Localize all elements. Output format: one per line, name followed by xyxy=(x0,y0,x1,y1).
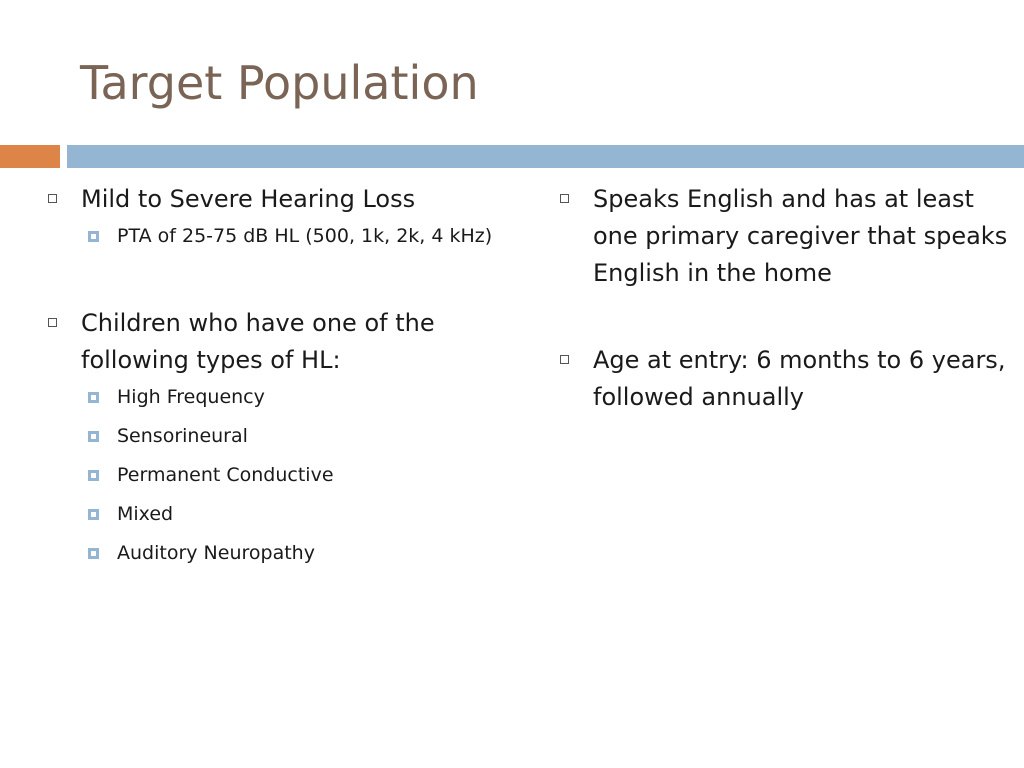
bullet-item xyxy=(556,342,1016,416)
title-accent-bar-blue xyxy=(67,145,1024,168)
sub-bullet-item xyxy=(44,221,514,252)
sub-bullet-text: Sensorineural xyxy=(117,425,248,447)
sub-bullet-list xyxy=(44,221,514,252)
bullet-text: Age at entry: 6 months to 6 years, followed annually xyxy=(593,346,1006,411)
bullet-text: Children who have one of the following types of HL: xyxy=(81,309,435,374)
bullet-item xyxy=(44,305,514,379)
blue-square-bullet-icon xyxy=(88,431,99,442)
bullet-item xyxy=(556,181,1016,292)
blue-square-bullet-icon xyxy=(88,509,99,520)
sub-bullet-item xyxy=(44,421,514,452)
bullet-text: Mild to Severe Hearing Loss xyxy=(81,185,416,213)
sub-bullet-text: Auditory Neuropathy xyxy=(117,542,315,564)
blue-square-bullet-icon xyxy=(88,548,99,559)
hollow-square-bullet-icon xyxy=(560,194,569,203)
blue-square-bullet-icon xyxy=(88,231,99,242)
sub-bullet-text: Permanent Conductive xyxy=(117,464,334,486)
slide-title: Target Population xyxy=(80,56,479,110)
hollow-square-bullet-icon xyxy=(48,194,57,203)
sub-bullet-text: PTA of 25-75 dB HL (500, 1k, 2k, 4 kHz) xyxy=(117,225,493,247)
sub-bullet-item xyxy=(44,538,514,569)
blue-square-bullet-icon xyxy=(88,392,99,403)
title-accent-bar-orange xyxy=(0,145,60,168)
sub-bullet-list xyxy=(44,382,514,569)
sub-bullet-item xyxy=(44,382,514,413)
bullet-item xyxy=(44,181,514,218)
sub-bullet-text: High Frequency xyxy=(117,386,265,408)
right-column xyxy=(556,181,1016,416)
hollow-square-bullet-icon xyxy=(48,318,57,327)
sub-bullet-text: Mixed xyxy=(117,503,174,525)
blue-square-bullet-icon xyxy=(88,470,99,481)
sub-bullet-item xyxy=(44,460,514,491)
sub-bullet-item xyxy=(44,499,514,530)
bullet-text: Speaks English and has at least one primary caregiver that speaks English in the home xyxy=(593,185,1008,287)
left-column xyxy=(44,181,514,577)
hollow-square-bullet-icon xyxy=(560,355,569,364)
